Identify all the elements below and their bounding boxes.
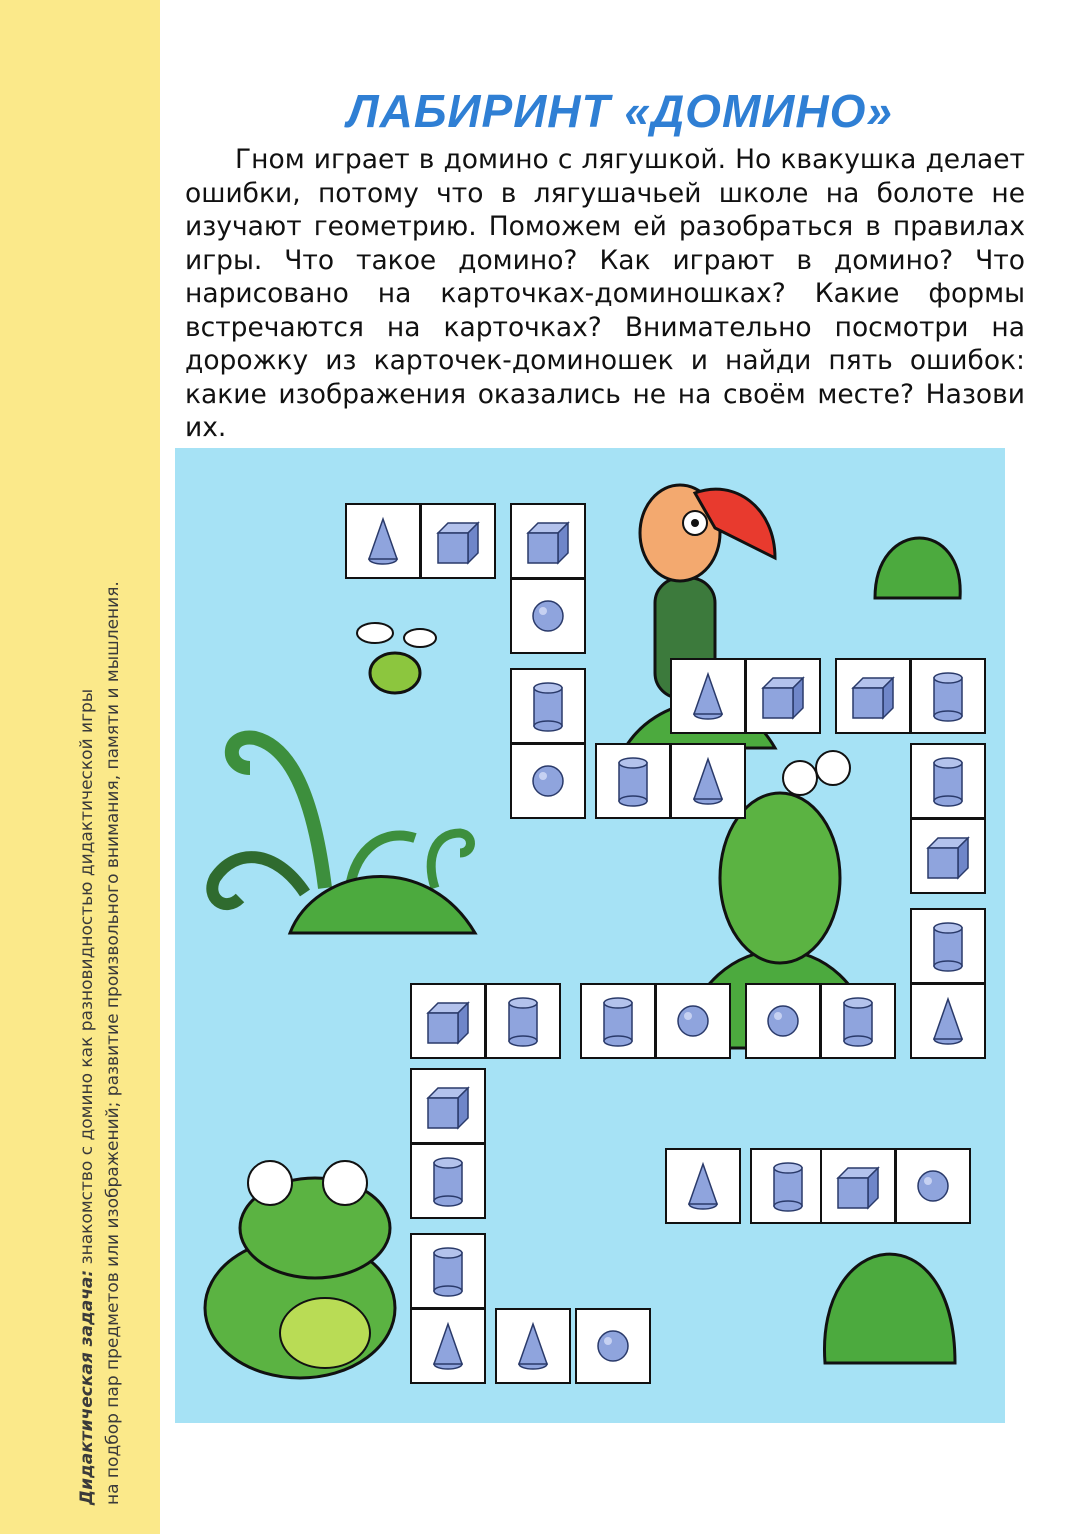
sphere-icon (897, 1150, 969, 1222)
sphere-icon (577, 1310, 649, 1382)
domino-12-half-1 (410, 1068, 486, 1144)
domino-5-half-2 (910, 658, 986, 734)
cylinder-icon (912, 910, 984, 982)
domino-16-half-1 (820, 1148, 896, 1224)
frog-illustration-bottom (205, 1161, 395, 1378)
tentacle-plant-illustration (212, 738, 470, 905)
cone-icon (672, 660, 744, 732)
domino-7-half-1 (910, 743, 986, 819)
domino-15-half-2 (750, 1148, 826, 1224)
cone-icon (912, 985, 984, 1057)
domino-1-half-2 (420, 503, 496, 579)
domino-16-half-2 (895, 1148, 971, 1224)
domino-15-half-1 (665, 1148, 741, 1224)
cube-icon (837, 660, 909, 732)
domino-8-half-1 (910, 908, 986, 984)
cylinder-icon (822, 985, 894, 1057)
intro-paragraph: Гном играет в домино с лягушкой. Но квакушка делает ошибки, потому что в лягушачьей школе на болоте не изучают геометрию. Поможем ей разобраться в правилах игры. Что такое домино? Как играют в домино? Что нарисовано на карточках-доминошках? Какие формы встречаются на карточках? Внимательно посмотри на дорожку из карточек-доминошек и найди пять ошибок: какие изображения оказались не на своём месте? Назови их. (185, 144, 1025, 443)
cone-icon (672, 745, 744, 817)
cylinder-icon (582, 985, 654, 1057)
didactic-note (74, 315, 126, 1505)
sphere-icon (512, 580, 584, 652)
domino-10-half-2 (655, 983, 731, 1059)
cone-icon (667, 1150, 739, 1222)
cube-icon (412, 985, 484, 1057)
domino-2-half-1 (510, 503, 586, 579)
domino-3-half-2 (510, 743, 586, 819)
sphere-icon (657, 985, 729, 1057)
domino-9-half-2 (820, 983, 896, 1059)
cube-icon (412, 1070, 484, 1142)
didactic-text-line2: на подбор пар предметов или изображений; развитие произвольного внимания, памяти и мышления. (103, 581, 123, 1505)
domino-4-half-1 (670, 658, 746, 734)
didactic-text-line1: знакомство с домино как разновидностью дидактической игры (77, 688, 97, 1270)
domino-4-half-2 (745, 658, 821, 734)
domino-6-half-1 (595, 743, 671, 819)
cylinder-icon (752, 1150, 824, 1222)
cube-icon (512, 505, 584, 577)
domino-14-half-2 (575, 1308, 651, 1384)
domino-12-half-2 (410, 1143, 486, 1219)
domino-8-half-2 (910, 983, 986, 1059)
sphere-icon (747, 985, 819, 1057)
bottom-right-blob (824, 1254, 955, 1363)
cube-icon (912, 820, 984, 892)
right-blob (875, 538, 960, 598)
domino-11-half-2 (485, 983, 561, 1059)
domino-1-half-1 (345, 503, 421, 579)
cylinder-icon (912, 660, 984, 732)
cylinder-icon (412, 1145, 484, 1217)
cone-icon (412, 1310, 484, 1382)
cylinder-icon (412, 1235, 484, 1307)
cone-icon (497, 1310, 569, 1382)
domino-13-half-1 (410, 1233, 486, 1309)
cylinder-icon (597, 745, 669, 817)
domino-6-half-2 (670, 743, 746, 819)
cube-icon (747, 660, 819, 732)
domino-11-half-1 (410, 983, 486, 1059)
domino-5-half-1 (835, 658, 911, 734)
domino-13-half-2 (410, 1308, 486, 1384)
maze-illustration (175, 448, 1005, 1423)
domino-7-half-2 (910, 818, 986, 894)
domino-9-half-1 (745, 983, 821, 1059)
bee-illustration (357, 623, 436, 693)
domino-10-half-1 (580, 983, 656, 1059)
domino-3-half-1 (510, 668, 586, 744)
cylinder-icon (487, 985, 559, 1057)
domino-14-half-1 (495, 1308, 571, 1384)
didactic-label: Дидактическая задача: (77, 1269, 97, 1505)
scene-decorations (175, 448, 1005, 1423)
cube-icon (422, 505, 494, 577)
page-title: ЛАБИРИНТ «ДОМИНО» (347, 85, 893, 137)
domino-2-half-2 (510, 578, 586, 654)
sidebar (0, 0, 160, 1534)
cube-icon (822, 1150, 894, 1222)
cone-icon (347, 505, 419, 577)
cylinder-icon (912, 745, 984, 817)
sphere-icon (512, 745, 584, 817)
cylinder-icon (512, 670, 584, 742)
